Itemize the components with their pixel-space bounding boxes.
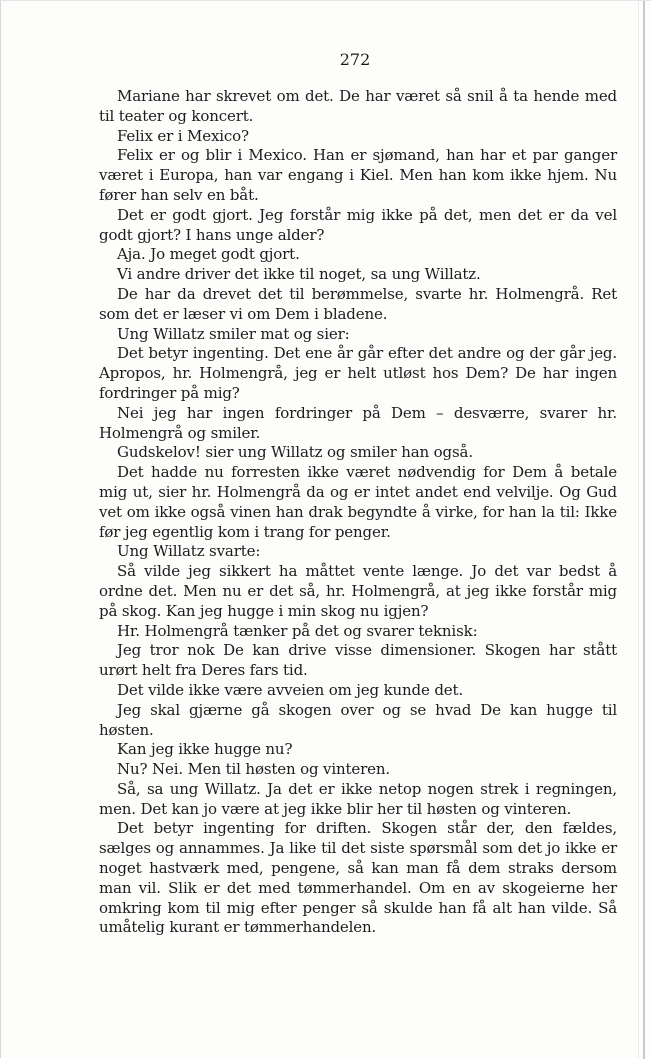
paragraph: Ung Willatz svarte: [117,542,261,561]
paragraph: Aja. Jo meget godt gjort. [117,245,300,264]
paragraph: Nei jeg har ingen fordringer på Dem – desværre, svarer hr. Holmengrå og smiler. [99,403,617,442]
paragraph: Vi andre driver det ikke til noget, sa ung Willatz. [117,265,481,284]
paragraph: De har da drevet det til berømmelse, svarte hr. Holmengrå. Ret som det er læser vi om Dem i bladene. [99,284,617,323]
paragraph: Det hadde nu forresten ikke været nødvendig for Dem å betale mig ut, sier hr. Holmengrå da og er intet andet end velvilje. Og Gud vet om ikke også vinen han drak begyndte å virke, for han la til: Ikke før jeg egentlig kom i trang for penger. [99,463,617,541]
paragraph: Mariane har skrevet om det. De har været så snil å ta hende med til teater og koncert. [99,87,617,125]
paragraph: Det betyr ingenting for driften. Skogen står der, den fældes, sælges og annammes. Ja like til det siste spørsmål som det jo ikke er noget hastværk med, pengene, så kan man få dem straks dersom man vil. Slik er det med tømmerhandel. Om en av skogeierne her omkring kom til mig efter penger så skulde han få alt han vilde. Så umåtelig kurant er tømmerhandelen. [99,819,617,937]
paragraph: Ung Willatz smiler mat og sier: [117,324,350,343]
paragraph: Jeg skal gjærne gå skogen over og se hvad De kan hugge til høsten. [99,700,617,739]
page-text [99,87,617,938]
paragraph: Nu? Nei. Men til høsten og vinteren. [117,760,391,779]
paragraph: Det betyr ingenting. Det ene år går efter det andre og der går jeg. Apropos, hr. Holmengrå, jeg er helt utløst hos Dem? De har ingen fordringer på mig? [99,344,617,402]
page-number: 272 [339,50,371,69]
paragraph: Felix er og blir i Mexico. Han er sjømand, han har et par ganger været i Europa, han var engang i Kiel. Men han kom ikke hjem. Nu fører han selv en båt. [99,146,617,204]
page-edge [643,1,645,1059]
paragraph: Jeg tror nok De kan drive visse dimensioner. Skogen har stått urørt helt fra Deres fars tid. [99,641,617,680]
paragraph: Kan jeg ikke hugge nu? [117,740,293,759]
paragraph: Hr. Holmengrå tænker på det og svarer teknisk: [117,621,478,640]
paragraph: Så vilde jeg sikkert ha måttet vente længe. Jo det var bedst å ordne det. Men nu er det så, hr. Holmengrå, at jeg ikke forstår mig på skog. Kan jeg hugge i min skog nu igjen? [99,562,617,620]
paragraph: Det er godt gjort. Jeg forstår mig ikke på det, men det er da vel godt gjort? I hans unge alder? [99,205,617,244]
page-edge-shadow [638,1,639,1059]
paragraph: Gudskelov! sier ung Willatz og smiler han også. [117,443,473,462]
paragraph: Felix er i Mexico? [117,126,249,145]
paragraph: Det vilde ikke være avveien om jeg kunde det. [117,680,463,699]
paragraph: Så, sa ung Willatz. Ja det er ikke netop nogen strek i regningen, men. Det kan jo være at jeg ikke blir her til høsten og vinteren. [99,779,617,818]
